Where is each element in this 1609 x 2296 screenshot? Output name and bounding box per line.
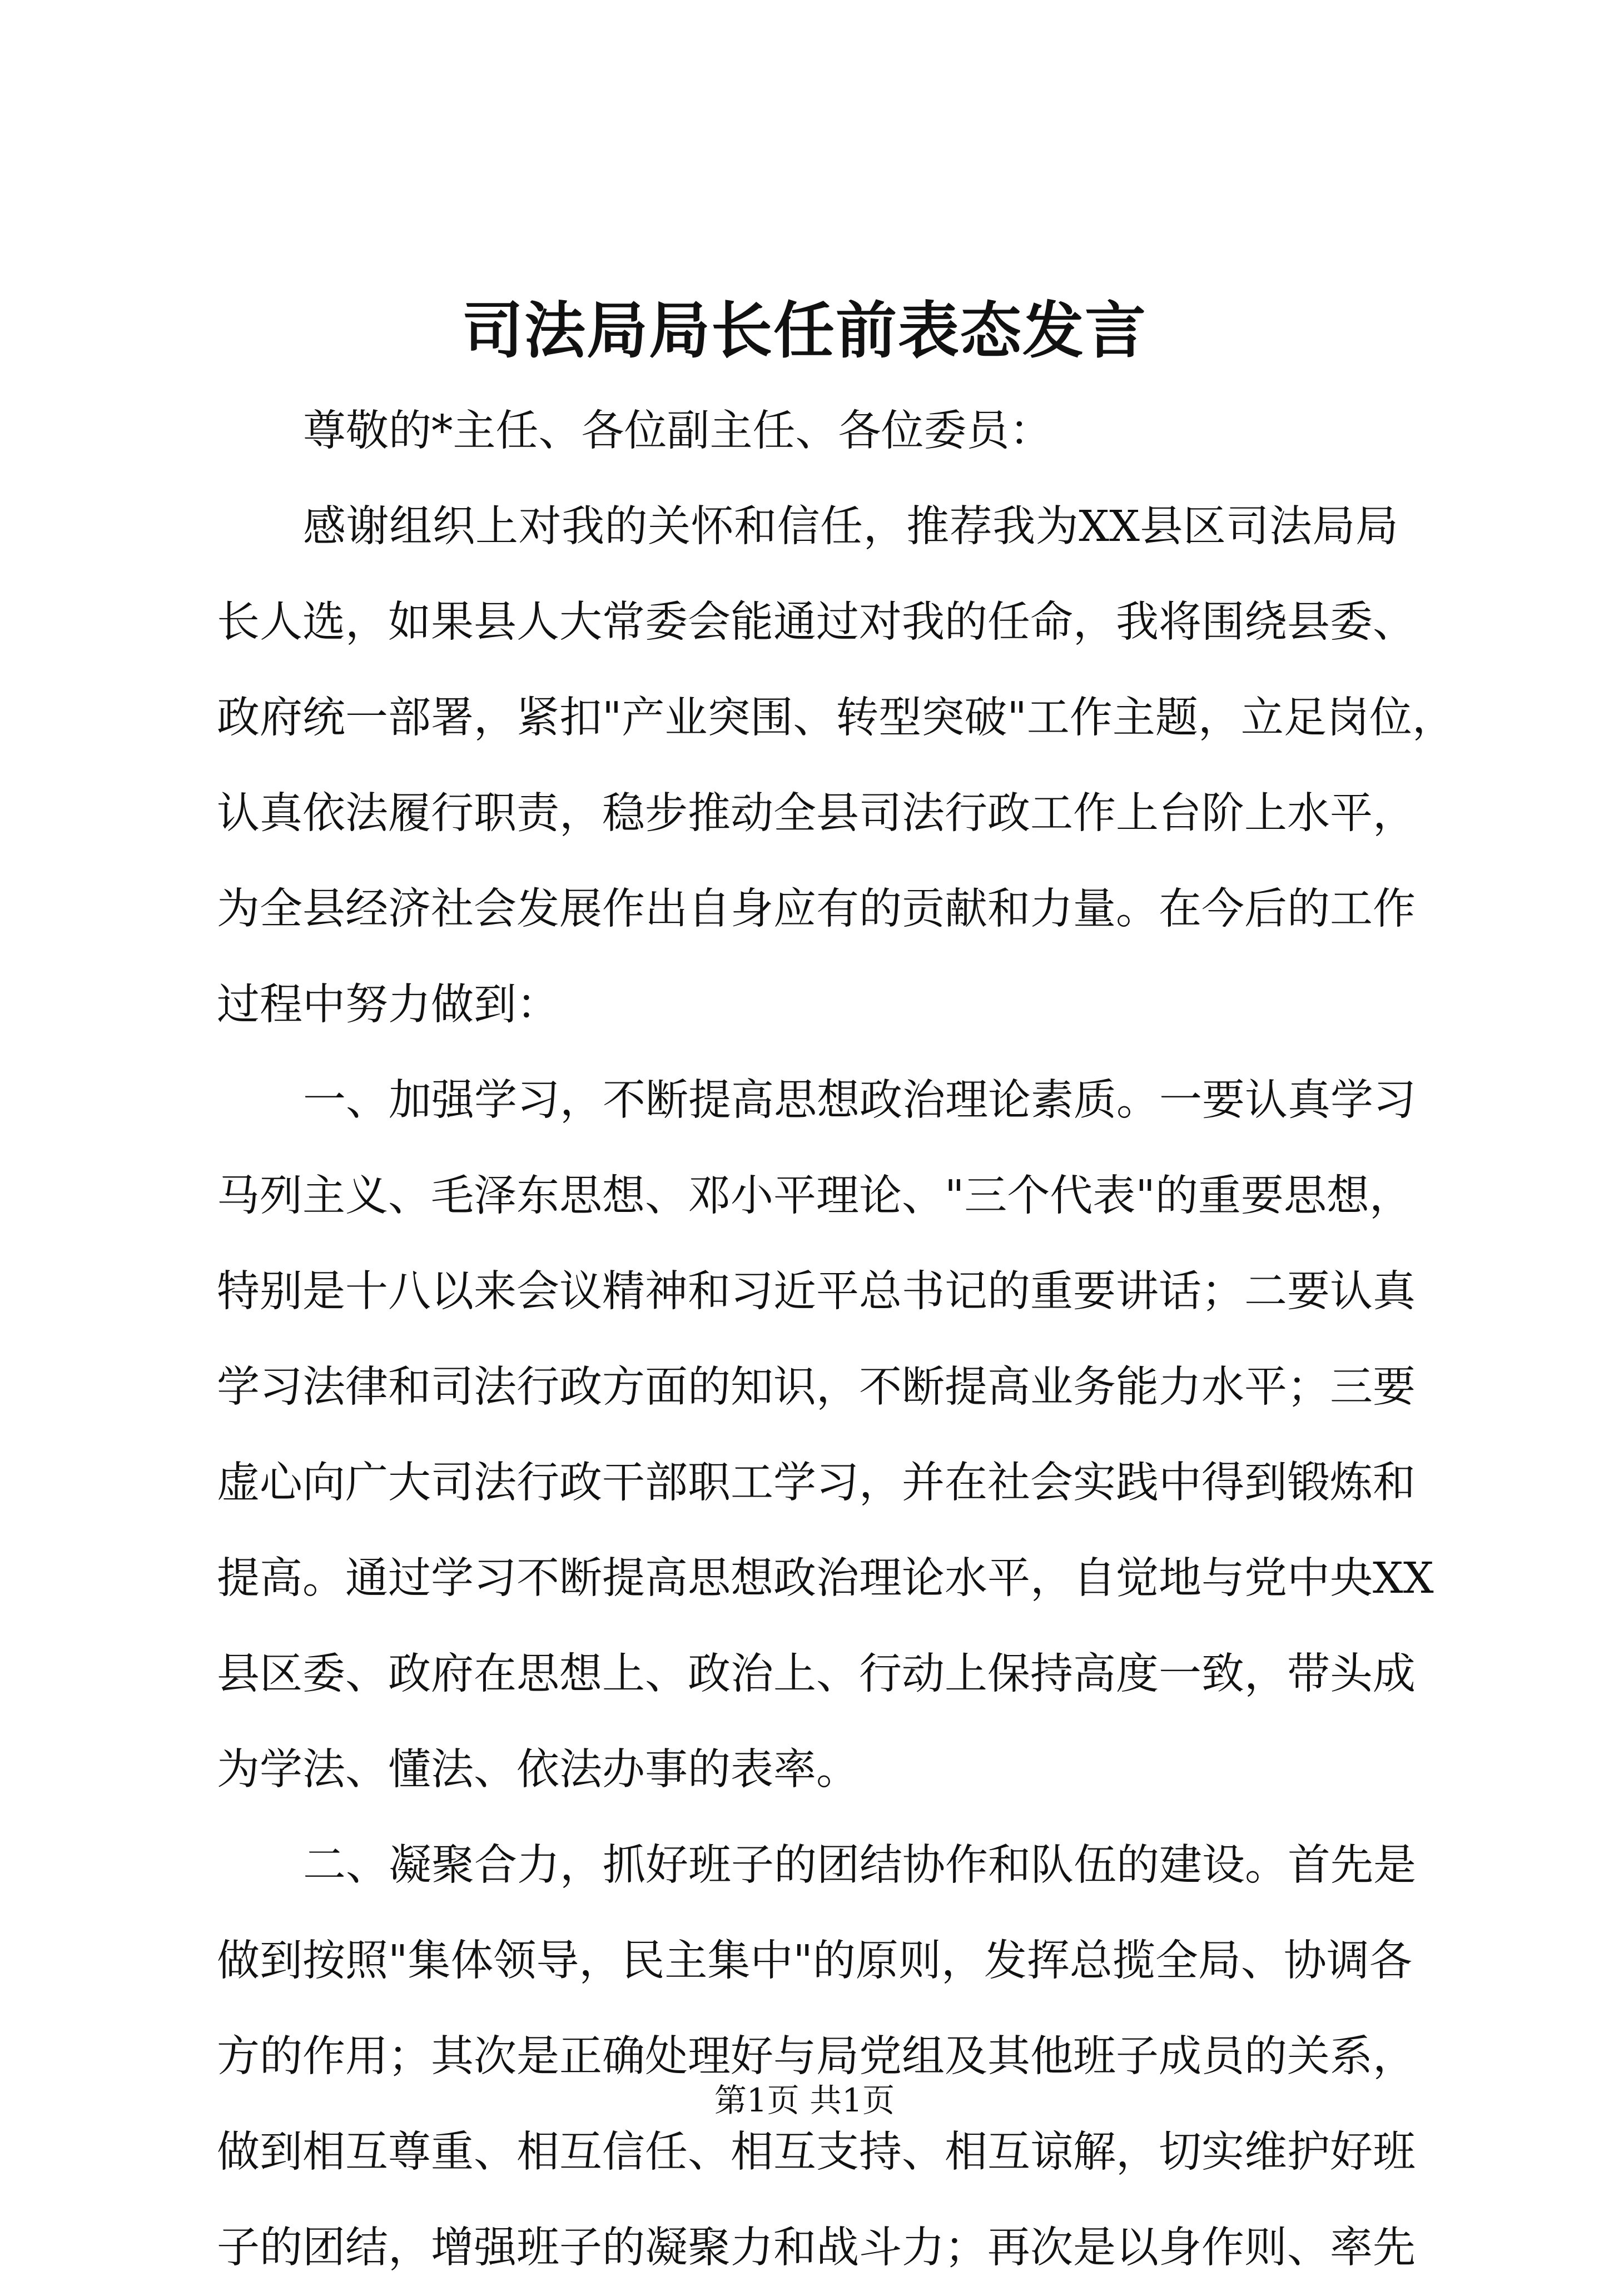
page-footer: 第1页 共1页 (714, 2081, 895, 2119)
text-line: 认真依法履行职责，稳步推动全县司法行政工作上台阶上水平， (217, 789, 1416, 838)
text-line: 做到按照"集体领导，民主集中"的原则，发挥总揽全局、协调各 (217, 1936, 1412, 1986)
text-line: 马列主义、毛泽东思想、邓小平理论、"三个代表"的重要思想， (217, 1171, 1412, 1221)
text-line: 为学法、懂法、依法办事的表率。 (217, 1745, 859, 1795)
text-line: 虚心向广大司法行政干部职工学习，并在社会实践中得到锻炼和 (217, 1458, 1416, 1508)
text-line: 尊敬的*主任、各位副主任、各位委员： (303, 406, 1052, 456)
text-line: 学习法律和司法行政方面的知识，不断提高业务能力水平；三要 (217, 1363, 1416, 1412)
text-line: 长人选，如果县人大常委会能通过对我的任命，我将围绕县委、 (217, 598, 1416, 647)
text-line: 特别是十八以来会议精神和习近平总书记的重要讲话；二要认真 (217, 1267, 1416, 1316)
text-line: 子的团结，增强班子的凝聚力和战斗力；再次是以身作则、率先 (217, 2223, 1416, 2273)
text-line: 方的作用；其次是正确处理好与局党组及其他班子成员的关系， (217, 2032, 1416, 2081)
text-line: 政府统一部署，紧扣"产业突围、转型突破"工作主题，立足岗位， (217, 693, 1455, 743)
text-line: 过程中努力做到： (217, 980, 559, 1030)
text-line: 感谢组织上对我的关怀和信任，推荐我为XX县区司法局局 (303, 502, 1398, 551)
text-line: 二、凝聚合力，抓好班子的团结协作和队伍的建设。首先是 (303, 1841, 1416, 1890)
text-line: 一、加强学习，不断提高思想政治理论素质。一要认真学习 (303, 1076, 1416, 1125)
document-title: 司法局局长任前表态发言 (462, 295, 1147, 366)
text-line: 县区委、政府在思想上、政治上、行动上保持高度一致，带头成 (217, 1649, 1416, 1699)
document-body (217, 384, 1455, 2296)
text-line: 为全县经济社会发展作出自身应有的贡献和力量。在今后的工作 (217, 884, 1416, 934)
text-line: 做到相互尊重、相互信任、相互支持、相互谅解，切实维护好班 (217, 2128, 1416, 2177)
text-line: 提高。通过学习不断提高思想政治理论水平，自觉地与党中央XX (217, 1554, 1434, 1603)
